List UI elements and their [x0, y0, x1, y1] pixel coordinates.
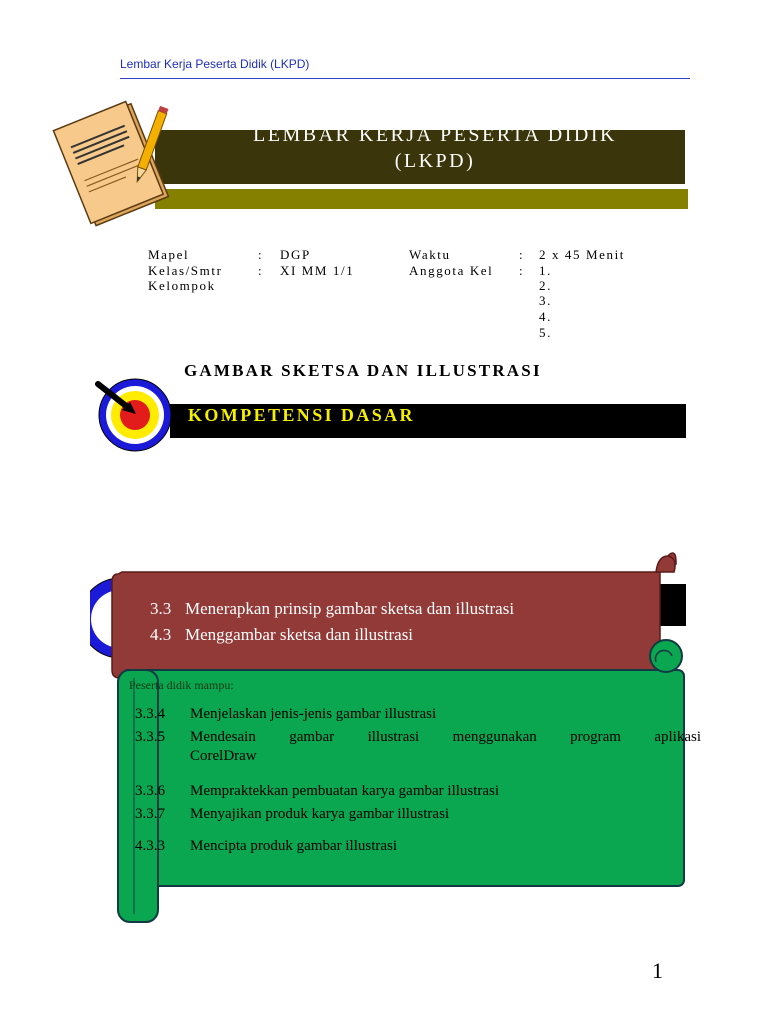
indikator-item — [135, 805, 449, 824]
document-title-line1: LEMBAR KERJA PESERTA DIDIK — [253, 124, 617, 146]
indikator-item — [135, 705, 436, 724]
indikator-text: Mencipta produk gambar illustrasi — [190, 838, 398, 854]
header-rule — [120, 78, 690, 79]
kd-item-number: 4.3 — [150, 625, 172, 644]
kd-heading: KOMPETENSI DASAR — [188, 405, 415, 425]
indikator-number: 4.3.3 — [135, 838, 165, 854]
indikator-number: 3.3.6 — [135, 783, 165, 799]
indikator-intro: Peserta didik mampu: — [129, 678, 234, 692]
anggota-item: 2. — [539, 278, 552, 293]
kelas-value: XI MM 1/1 — [280, 263, 355, 278]
document-title — [155, 122, 715, 174]
indikator-text: Mempraktekkan pembuatan karya gambar illustrasi — [190, 783, 500, 799]
waktu-value: 2 x 45 Menit — [539, 247, 626, 262]
mapel-value: DGP — [280, 247, 311, 262]
section-title: GAMBAR SKETSA DAN ILLUSTRASI — [184, 361, 542, 380]
kelompok-label: Kelompok — [148, 278, 216, 293]
kd-item — [150, 624, 413, 646]
indikator-text: Menjelaskan jenis-jenis gambar illustrasi — [190, 706, 437, 722]
target-arrow-icon — [88, 378, 180, 458]
indikator-text: Menyajikan produk karya gambar illustrasi — [190, 806, 450, 822]
kelas-colon: : — [258, 263, 264, 278]
waktu-colon: : — [519, 247, 525, 262]
anggota-item: 1. — [539, 263, 552, 278]
indikator-number: 3.3.5 — [135, 729, 165, 745]
running-header: Lembar Kerja Peserta Didik (LKPD) — [120, 57, 310, 71]
kd-item — [150, 598, 514, 620]
indikator-item — [135, 837, 397, 856]
kelas-label: Kelas/Smtr — [148, 263, 223, 278]
title-banner-underbar — [155, 189, 688, 209]
paper-pencil-icon — [50, 88, 180, 233]
anggota-item: 3. — [539, 293, 552, 308]
kd-item-text: Menggambar sketsa dan illustrasi — [185, 625, 414, 644]
indikator-number: 3.3.7 — [135, 806, 165, 822]
indikator-number: 3.3.4 — [135, 706, 165, 722]
indikator-item — [135, 728, 701, 766]
anggota-item: 5. — [539, 325, 552, 340]
anggota-item: 4. — [539, 309, 552, 324]
waktu-label: Waktu — [409, 247, 451, 262]
indikator-text-continued: CorelDraw — [190, 748, 257, 764]
mapel-label: Mapel — [148, 247, 190, 262]
kd-item-text: Menerapkan prinsip gambar sketsa dan illustrasi — [185, 599, 515, 618]
anggota-label: Anggota Kel — [409, 263, 494, 278]
kd-item-number: 3.3 — [150, 599, 172, 618]
mapel-colon: : — [258, 247, 264, 262]
document-title-line2: (LKPD) — [394, 150, 476, 172]
indikator-item — [135, 782, 499, 801]
anggota-colon: : — [519, 263, 525, 278]
indikator-text: Mendesain gambar illustrasi menggunakan program aplikasi — [190, 729, 701, 745]
page-number: 1 — [652, 958, 663, 983]
